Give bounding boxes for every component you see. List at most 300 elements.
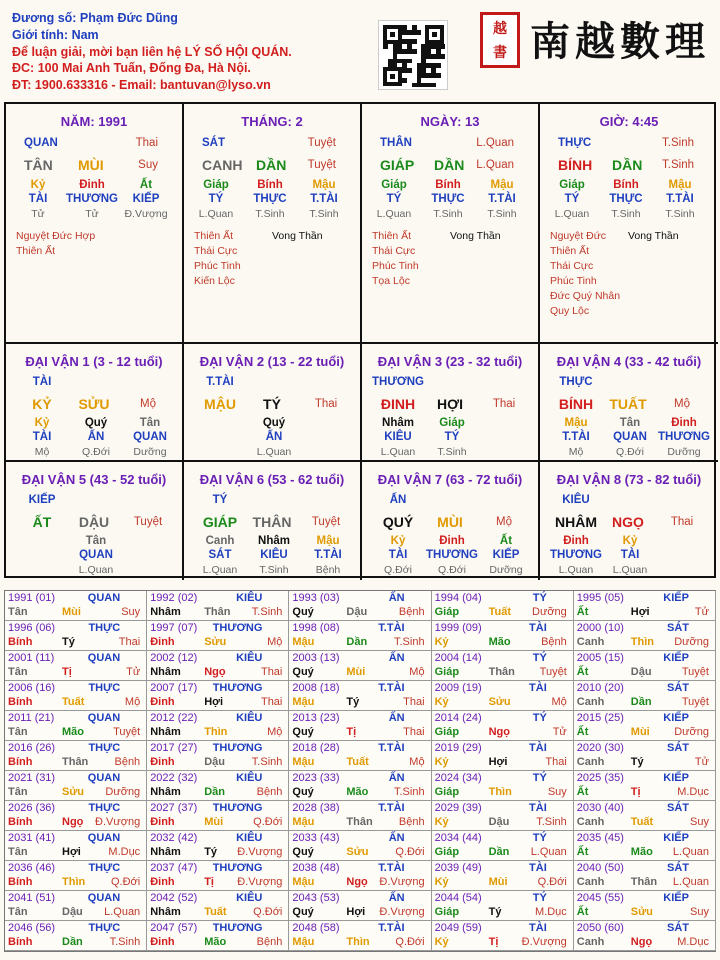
dai-van-5 [6,462,184,580]
hidden-stage: T.Sinh [437,446,467,458]
hidden-stage: L.Quan [554,208,590,220]
year-can: Mậu [292,936,315,948]
year-god: SÁT [666,862,689,874]
year-cell [147,921,289,951]
year-can: Ất [576,606,589,618]
pillar-god-stage: Tuyệt [307,137,336,149]
pillar-2 [362,104,540,344]
year-cell [5,681,147,711]
year-god: KIÊU [236,772,263,784]
year-can: Nhâm [150,786,181,798]
year-chi: Dần [62,936,83,948]
hidden-stem: Mậu [490,179,514,191]
year-stage: Mộ [267,726,283,738]
year-cell [432,651,574,681]
hidden-god: QUAN [133,431,167,443]
pillar-stage: L.Quan [476,159,514,171]
hidden-stem: Quý [84,417,108,429]
dai-van-title: ĐẠI VẬN 5 (43 - 52 tuổi) [21,472,167,487]
dai-van-can: ẤT [32,514,52,530]
year-can: Kỷ [434,936,449,948]
hidden-stage: T.Sinh [487,208,517,220]
year-can: Đinh [150,636,175,648]
hidden-stem: Bính [613,179,639,191]
hidden-god: THƯƠNG [66,193,118,205]
dai-van-god: TÝ [212,494,228,506]
year-cell [147,771,289,801]
pillar-god-stage: T.Sinh [662,137,694,149]
year-label: 2041 (51) [8,892,56,904]
year-label: 1991 (01) [8,592,56,604]
qr-module [431,83,436,88]
year-chi: Mùi [204,816,224,828]
hidden-god: TÝ [444,431,460,443]
year-stage: Tử [552,726,567,738]
year-label: 2032 (42) [150,832,198,844]
dai-van-god: ẤN [389,494,407,506]
year-cell [5,711,147,741]
year-stage: Bệnh [256,936,283,948]
year-can: Nhâm [150,906,181,918]
hidden-stem: Giáp [559,179,585,191]
year-stage: Đ.Vượng [521,936,567,948]
year-label: 2037 (47) [150,862,198,874]
hidden-stem: Tân [85,535,107,547]
year-god: QUAN [87,892,121,904]
year-cell [574,681,716,711]
dai-van-1 [6,344,184,462]
star-left: Thái Cực [372,245,416,257]
owner-info [12,10,392,94]
year-cell [432,621,574,651]
year-stage: Dưỡng [674,726,709,738]
dai-van-god: THỰC [559,376,593,388]
year-chi: Ngọ [630,936,653,948]
hidden-stem: Giáp [203,179,229,191]
hidden-stem: Giáp [381,179,407,191]
year-god: TÀI [529,682,547,694]
qr-module [441,44,446,49]
seal-stamp-icon: 越 書 [480,12,520,68]
dai-van-7 [362,462,540,580]
pillar-chi: DẦN [434,157,465,173]
hidden-god: T.TÀI [562,431,590,443]
year-label: 2020 (30) [576,742,624,754]
dai-van-chi: NGỌ [612,514,644,530]
year-label: 2003 (13) [292,652,340,664]
dai-van-god: KIẾP [28,494,56,506]
hidden-stem: Nhâm [258,535,290,547]
hidden-god: KIẾP [492,549,520,561]
hidden-stem: Mậu [564,417,588,429]
star-left: Tọa Lộc [372,275,410,287]
year-god: ẤN [388,652,405,664]
year-can: Đinh [150,696,175,708]
year-can: Nhâm [150,606,181,618]
year-god: SÁT [666,682,689,694]
dai-van-stage: Mộ [496,516,512,528]
year-label: 2033 (43) [292,832,340,844]
year-stage: M.Dục [108,846,141,858]
star-left: Nguyệt Đức [550,230,607,242]
year-stage: Mộ [124,696,141,708]
pillar-god: SÁT [202,137,225,149]
year-cell [432,741,574,771]
hidden-stage: L.Quan [198,208,234,220]
year-cell [5,651,147,681]
star-left: Nguyệt Đức Hợp [16,230,96,242]
year-god: KIÊU [236,892,263,904]
hidden-stem: Kỷ [622,535,638,547]
year-god: THƯƠNG [212,802,263,814]
year-label: 2030 (40) [576,802,624,814]
year-label: 2025 (35) [576,772,624,784]
hidden-god: KIẾP [132,193,160,205]
hidden-god: T.TÀI [314,549,342,561]
dai-van-stage: Thai [314,398,338,410]
year-label: 1999 (09) [434,622,482,634]
year-stage: Tuyệt [681,666,709,678]
year-label: 2008 (18) [292,682,340,694]
year-can: Tân [8,726,28,738]
year-cell [147,891,289,921]
contact-address: ĐC: 100 Mai Anh Tuấn, Đống Đa, Hà Nội. [12,61,251,76]
year-chi: Mão [346,786,369,798]
year-god: THỰC [88,742,121,754]
year-stage: Bệnh [398,816,425,828]
year-can: Nhâm [150,726,181,738]
year-stage: Thai [403,696,425,708]
year-label: 2045 (55) [576,892,624,904]
year-stage: Tuyệt [113,726,141,738]
hidden-stem: Kỷ [34,417,50,429]
year-can: Kỷ [434,876,449,888]
dai-van-stage: Thai [670,516,694,528]
pillar-chi: DẦN [612,157,643,173]
year-cell [574,591,716,621]
hidden-stage: Bệnh [315,564,341,576]
year-god: TÀI [529,862,547,874]
hidden-stage: L.Quan [380,446,416,458]
qr-module [412,49,417,54]
year-stage: M.Dục [677,786,709,798]
dai-van-chi: TUẤT [609,396,647,412]
pillar-god: THÂN [380,137,412,149]
year-chi: Tý [62,636,75,648]
year-chi: Tý [346,696,360,708]
dai-van-chi: SỬU [78,396,110,412]
year-cell [574,741,716,771]
star-left: Thái Cực [550,260,594,272]
year-can: Mậu [292,756,315,768]
qr-code-icon[interactable] [378,20,448,90]
hidden-god: T.TÀI [666,193,694,205]
year-god: TÀI [529,742,547,754]
year-cell [147,801,289,831]
hidden-god: QUAN [79,549,113,561]
year-stage: T.Sinh [109,936,141,948]
year-can: Đinh [150,816,175,828]
year-label: 2001 (11) [8,652,55,664]
year-god: SÁT [666,922,689,934]
year-god: ẤN [388,592,405,604]
year-god: TÝ [532,592,547,604]
year-chi: Ngọ [62,816,84,828]
hidden-stage: T.Sinh [433,208,463,220]
hidden-stage: Mộ [34,446,50,458]
pillar-title: THÁNG: 2 [241,114,303,129]
year-god: T.TÀI [378,802,405,814]
year-stage: Suy [547,786,567,798]
hidden-stage: T.Sinh [255,208,285,220]
hidden-stem: Tân [619,417,641,429]
pillar-god-stage: Thai [135,137,158,149]
hidden-stem: Ất [139,179,153,191]
year-cell [574,861,716,891]
year-god: TÀI [529,622,547,634]
year-god: T.TÀI [378,862,405,874]
year-chi: Tị [204,876,214,888]
year-chi: Ngọ [204,666,226,678]
year-stage: Thai [545,756,567,768]
year-label: 2019 (29) [434,742,482,754]
hidden-stem: Mậu [316,535,340,547]
dai-van-stage: Tuyệt [133,516,163,528]
year-cell [289,741,431,771]
year-label: 1993 (03) [292,592,340,604]
hidden-stem: Mậu [312,179,336,191]
hidden-stage: L.Quan [558,564,594,576]
year-cell [5,921,147,951]
year-chi: Tý [488,906,502,918]
year-god: TÝ [532,832,547,844]
hidden-stage: L.Quan [202,564,238,576]
hidden-god: THỰC [431,193,465,205]
star-left: Đức Quý Nhân [550,290,621,302]
year-god: SÁT [666,742,689,754]
year-god: THƯƠNG [212,922,263,934]
year-chi: Thìn [346,936,370,948]
year-can: Giáp [434,606,460,618]
year-cell [432,681,574,711]
year-stage: T.Sinh [394,636,425,648]
year-chi: Dậu [346,606,368,618]
year-god: TÝ [532,772,547,784]
star-left: Phúc Tinh [550,275,597,287]
year-chi: Mão [630,846,653,858]
year-label: 2009 (19) [434,682,482,694]
year-stage: Mộ [267,636,283,648]
year-chi: Thân [62,756,89,768]
pillar-can: GIÁP [380,157,415,173]
year-can: Đinh [150,936,175,948]
year-label: 2024 (34) [434,772,482,784]
year-cell [289,861,431,891]
year-label: 1994 (04) [434,592,482,604]
hidden-stage: L.Quan [376,208,412,220]
year-stage: Đ.Vượng [379,876,425,888]
year-label: 2011 (21) [8,712,55,724]
year-stage: L.Quan [672,876,709,888]
pillar-can: CANH [202,157,243,173]
year-chi: Thìn [62,876,86,888]
year-god: T.TÀI [378,742,405,754]
year-chi: Mùi [346,666,366,678]
dai-van-title: ĐẠI VẬN 7 (63 - 72 tuổi) [377,472,523,487]
year-god: KIẾP [663,712,689,724]
hidden-god: TÀI [388,549,408,561]
year-cell [147,681,289,711]
year-can: Tân [8,906,28,918]
year-chi: Ngọ [346,876,368,888]
year-stage: Q.Đới [253,816,283,828]
hidden-god: THƯƠNG [658,431,710,443]
year-chi: Mão [62,726,84,738]
year-label: 2021 (31) [8,772,56,784]
pillar-god-stage: L.Quan [476,137,514,149]
year-god: THỰC [88,622,121,634]
hidden-stage: L.Quan [78,564,114,576]
year-label: 2000 (10) [576,622,624,634]
year-stage: T.Sinh [394,786,425,798]
pillar-chi: DẦN [256,157,287,173]
year-label: 2017 (27) [150,742,198,754]
year-cell [147,831,289,861]
year-can: Giáp [434,906,460,918]
year-cell [574,621,716,651]
hidden-stem: Đinh [671,417,697,429]
qr-module [383,44,388,49]
hidden-god: THƯƠNG [550,549,602,561]
year-label: 2027 (37) [150,802,198,814]
year-label: 2014 (24) [434,712,482,724]
year-stage: Tử [694,606,709,618]
year-stage: Dưỡng [674,636,709,648]
qr-module [407,68,412,73]
year-god: QUAN [87,772,121,784]
year-label: 1997 (07) [150,622,198,634]
year-cell [574,771,716,801]
year-can: Quý [292,846,314,858]
year-stage: Thai [260,696,283,708]
year-god: KIẾP [663,772,689,784]
year-stage: Suy [690,906,709,918]
year-label: 1996 (06) [8,622,56,634]
pillar-title: GIỜ: 4:45 [599,114,659,129]
star-left: Thiên Ất [16,245,56,257]
year-chi: Tuất [346,756,369,768]
hidden-god: KIÊU [384,431,412,443]
year-cell [147,741,289,771]
year-label: 2039 (49) [434,862,482,874]
year-can: Nhâm [150,846,181,858]
dai-van-god: TÀI [32,376,52,388]
year-stage: Tử [694,756,709,768]
year-cell [289,711,431,741]
year-label: 2042 (52) [150,892,198,904]
year-can: Canh [576,756,605,768]
year-stage: Tuyệt [539,666,567,678]
year-chi: Mùi [488,876,508,888]
hidden-stage: Q.Đới [616,446,644,458]
hidden-god: TÀI [28,193,48,205]
year-can: Nhâm [150,666,181,678]
year-god: TÝ [532,652,547,664]
dai-van-god: T.TÀI [206,376,234,388]
year-cell [432,831,574,861]
year-chi: Thìn [630,636,655,648]
dai-van-chi: HỢI [437,396,463,412]
year-chi: Thân [488,666,515,678]
year-stage: Bệnh [541,636,567,648]
year-stage: L.Quan [672,846,709,858]
year-god: QUAN [87,712,121,724]
year-god: SÁT [666,622,689,634]
year-cell [574,921,716,951]
year-stage: Đ.Vượng [237,876,283,888]
hidden-god: TÀI [620,549,640,561]
year-god: THỰC [88,802,121,814]
year-god: THƯƠNG [212,862,263,874]
year-god: ẤN [388,832,405,844]
year-stage: Dưỡng [532,606,567,618]
hidden-stage: Dưỡng [133,446,167,458]
year-chi: Mão [488,636,511,648]
gender: Giới tính: Nam [12,27,99,42]
year-can: Canh [576,936,605,948]
year-chi: Tuất [630,816,654,828]
hidden-stage: Q.Đới [82,446,110,458]
year-label: 2002 (12) [150,652,198,664]
hidden-stage: T.Sinh [309,208,339,220]
year-stage: M.Dục [535,906,567,918]
year-chi: Dậu [488,816,510,828]
year-can: Bính [8,696,33,708]
year-label: 2010 (20) [576,682,624,694]
pillar-0 [6,104,184,344]
year-god: T.TÀI [378,922,405,934]
year-label: 2047 (57) [150,922,198,934]
hidden-stem: Bính [257,179,283,191]
year-stage: T.Sinh [251,756,283,768]
year-stage: M.Dục [677,936,709,948]
year-can: Giáp [434,666,460,678]
year-label: 2031 (41) [8,832,56,844]
dai-van-can: KỶ [32,396,52,412]
year-stage: Q.Đới [395,936,425,948]
year-cell [432,921,574,951]
year-label: 2016 (26) [8,742,56,754]
year-cell [5,621,147,651]
year-stage: Dưỡng [105,786,141,798]
year-chi: Sửu [62,786,85,798]
star-left: Quy Lộc [550,305,590,317]
year-label: 2044 (54) [434,892,482,904]
hidden-stem: Bính [435,179,461,191]
qr-module [441,54,446,59]
year-chi: Thìn [204,726,228,738]
year-stage: Tử [126,666,141,678]
dai-van-can: GIÁP [202,514,238,530]
year-can: Kỷ [434,816,449,828]
year-god: QUAN [87,832,121,844]
dai-van-stage: Tuyệt [311,516,341,528]
dai-van-god: THƯƠNG [372,376,424,388]
year-label: 1992 (02) [150,592,198,604]
dai-van-stage: Thai [492,398,516,410]
hidden-stage: Tử [31,208,45,220]
year-chi: Tị [630,786,641,798]
